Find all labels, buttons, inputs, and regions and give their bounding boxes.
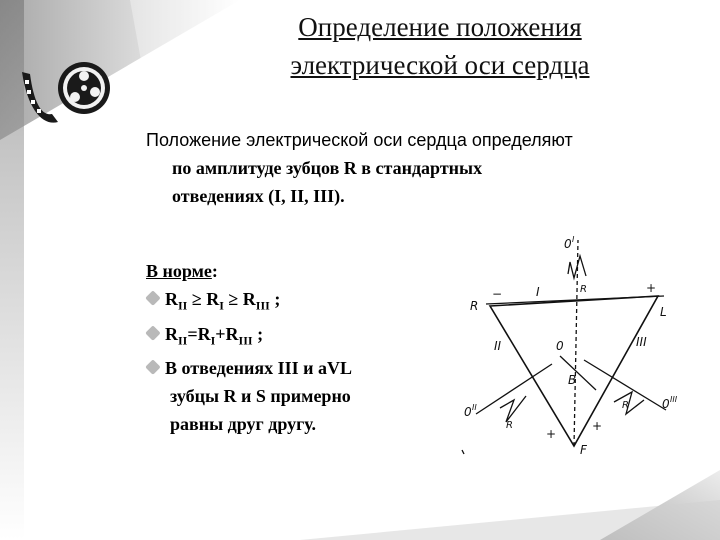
- bullet-2-text: $R_{II}=R_I+R_{III}$ ;: [165, 323, 264, 348]
- label-l: L: [660, 305, 667, 319]
- slide-title: [190, 8, 690, 84]
- norm-heading: В норме: [146, 261, 212, 281]
- bullet-3-line-3: равны друг другу.: [170, 414, 316, 435]
- norm-heading-row: [146, 257, 446, 285]
- bullet-3-line-1: В отведениях III и aVL: [165, 358, 353, 379]
- label-wave-r1: R: [580, 284, 587, 295]
- label-plus-bottom-left: +: [546, 427, 557, 441]
- norm-section: [146, 257, 446, 438]
- film-reel-icon: [14, 52, 118, 132]
- label-r-left: R: [470, 299, 479, 313]
- label-foot-f: F: [580, 443, 587, 457]
- label-minus: −: [492, 287, 503, 301]
- bullet-2: [146, 320, 446, 355]
- label-bottom-right-zero: 0: [662, 397, 670, 411]
- diagram-labels: [464, 235, 678, 457]
- bullet-1-text: $R_{II} \ge R_I \ge R_{III}$ ;: [165, 289, 281, 313]
- label-top-zero-sup: I: [572, 235, 575, 244]
- label-lead-i: I: [536, 285, 540, 299]
- norm-colon: :: [211, 261, 218, 281]
- bullet-diamond-icon: [145, 290, 161, 306]
- title-line-2: электрической оси сердца: [290, 50, 590, 80]
- label-center-o: 0: [556, 339, 564, 353]
- label-center-b: B: [568, 373, 577, 387]
- bullet-diamond-icon: [145, 325, 161, 341]
- label-bottom-left-sup: II: [472, 403, 477, 412]
- einthoven-triangle-diagram: [456, 232, 706, 464]
- bullet-1: [146, 285, 446, 320]
- electrical-axis: [560, 356, 596, 390]
- bullet-3: [146, 354, 446, 382]
- wave-lead-iii: [614, 392, 644, 414]
- label-wave-r3: R: [622, 400, 629, 411]
- label-lead-ii: II: [494, 339, 502, 353]
- tick-mark: [462, 450, 464, 454]
- intro-line-2: по амплитуде зубцов R в стандартных: [172, 158, 483, 178]
- title-line-1: Определение положения: [298, 12, 582, 42]
- label-top-zero: 0: [564, 237, 572, 251]
- bullet-diamond-icon: [145, 359, 161, 375]
- wave-lead-ii: [500, 396, 526, 422]
- label-plus-top: +: [646, 281, 657, 295]
- intro-line-3: отведениях (I, II, III).: [172, 186, 345, 206]
- label-lead-iii: III: [636, 335, 647, 349]
- label-bottom-left-zero: 0: [464, 405, 472, 419]
- label-bottom-right-sup: III: [670, 395, 678, 404]
- intro-line-1: Положение электрической оси сердца определяют: [146, 130, 573, 150]
- label-wave-r2: R: [506, 420, 513, 431]
- bullet-3-line-2: зубцы R и S примерно: [170, 386, 351, 407]
- label-plus-bottom-right: +: [592, 419, 603, 433]
- intro-paragraph: [146, 126, 706, 210]
